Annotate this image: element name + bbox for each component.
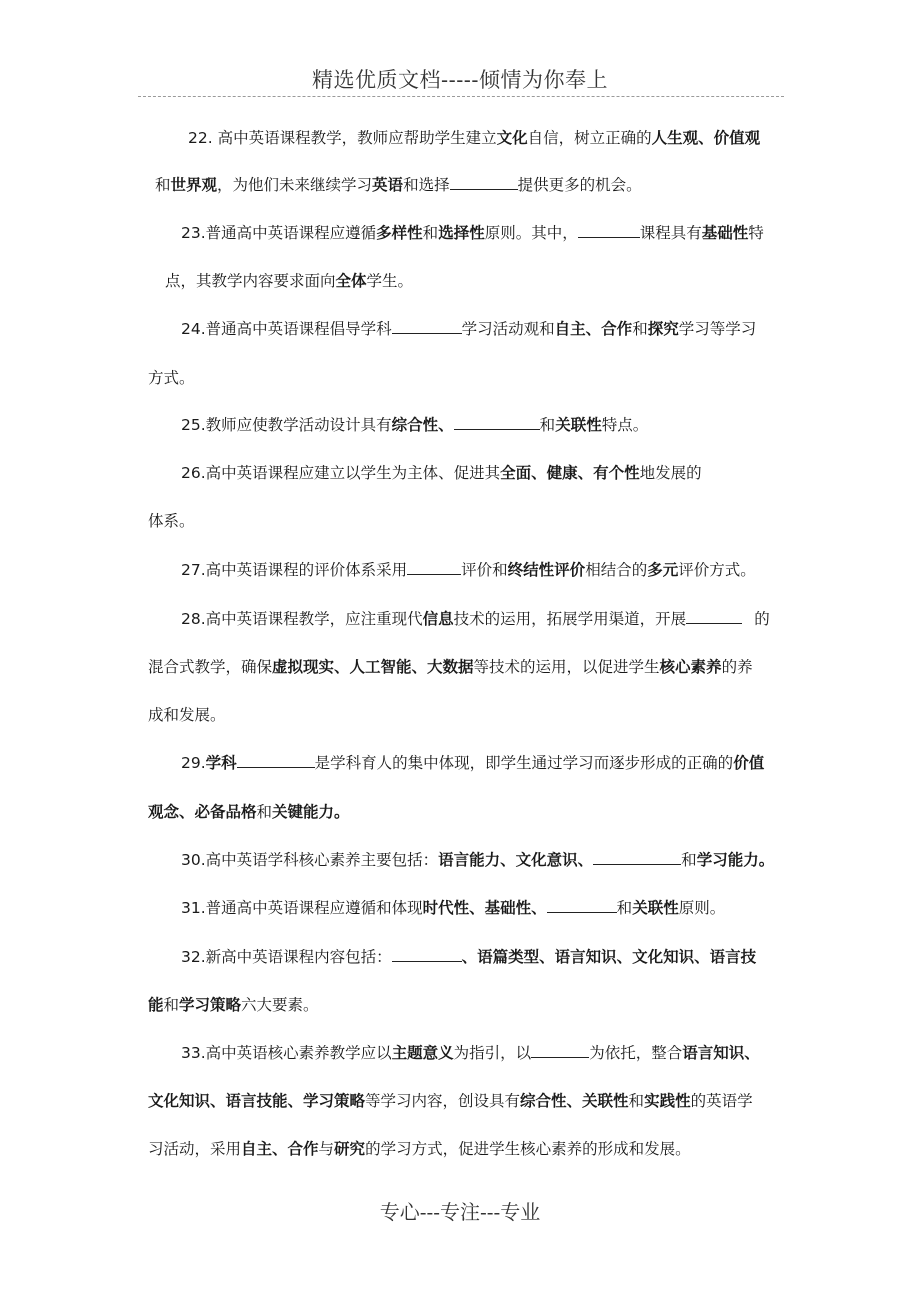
question-26-line-1: 26.高中英语课程应建立以学生为主体、促进其全面、健康、有个性地发展的 (181, 464, 702, 482)
question-33-line-3: 习活动，采用自主、合作与研究的学习方式，促进学生核心素养的形成和发展。 (148, 1140, 691, 1158)
question-23-line-1: 23.普通高中英语课程应遵循多样性和选择性原则。其中， 课程具有基础性特 (181, 224, 764, 242)
question-22-line-2: 和世界观，为他们未来继续学习英语和选择 提供更多的机会。 (155, 176, 642, 194)
question-27-line-1: 27.高中英语课程的评价体系采用 评价和终结性评价相结合的多元评价方式。 (181, 561, 756, 579)
question-33-line-2: 文化知识、语言技能、学习策略等学习内容，创设具有综合性、关联性和实践性的英语学 (148, 1092, 753, 1110)
question-23-line-2: 点，其教学内容要求面向全体学生。 (165, 272, 414, 290)
answer-blank (547, 897, 617, 913)
question-25-line-1: 25.教师应使教学活动设计具有综合性、 和关联性特点。 (181, 416, 649, 434)
answer-blank (450, 174, 518, 190)
answer-blank (686, 608, 742, 624)
question-22-line-1: 22. 高中英语课程教学，教师应帮助学生建立文化自信，树立正确的人生观、价值观 (188, 129, 761, 147)
question-28-line-2: 混合式教学，确保虚拟现实、人工智能、大数据等技术的运用，以促进学生核心素养的养 (148, 658, 753, 676)
answer-blank (407, 559, 461, 575)
answer-blank (392, 946, 462, 962)
answer-blank (531, 1042, 589, 1058)
answer-blank (578, 222, 640, 238)
question-30-line-1: 30.高中英语学科核心素养主要包括：语言能力、文化意识、 和学习能力。 (181, 851, 775, 869)
question-26-line-2: 体系。 (148, 512, 195, 530)
question-24-line-1: 24.普通高中英语课程倡导学科 学习活动观和自主、合作和探究学习等学习 (181, 320, 757, 338)
question-29-line-2: 观念、必备品格和关键能力。 (148, 803, 350, 821)
answer-blank (593, 849, 681, 865)
answer-blank (392, 318, 462, 334)
question-28-line-1: 28.高中英语课程教学，应注重现代信息技术的运用，拓展学用渠道，开展 的 (181, 610, 770, 628)
question-28-line-3: 成和发展。 (148, 706, 226, 724)
answer-blank (454, 414, 540, 430)
answer-blank (237, 752, 315, 768)
question-32-line-2: 能和学习策略六大要素。 (148, 996, 319, 1014)
page-footer-text: 专心---专注---专业 (379, 1200, 541, 1224)
question-32-line-1: 32.新高中英语课程内容包括： 、语篇类型、语言知识、文化知识、语言技 (181, 948, 757, 966)
question-24-line-2: 方式。 (148, 369, 195, 387)
question-31-line-1: 31.普通高中英语课程应遵循和体现时代性、基础性、 和关联性原则。 (181, 899, 726, 917)
page-header-title: 精选优质文档-----倾情为你奉上 (312, 68, 608, 92)
question-33-line-1: 33.高中英语核心素养教学应以主题意义为指引，以 为依托，整合语言知识、 (181, 1044, 760, 1062)
header-divider (138, 96, 784, 97)
question-29-line-1: 29.学科 是学科育人的集中体现，即学生通过学习而逐步形成的正确的价值 (181, 754, 765, 772)
